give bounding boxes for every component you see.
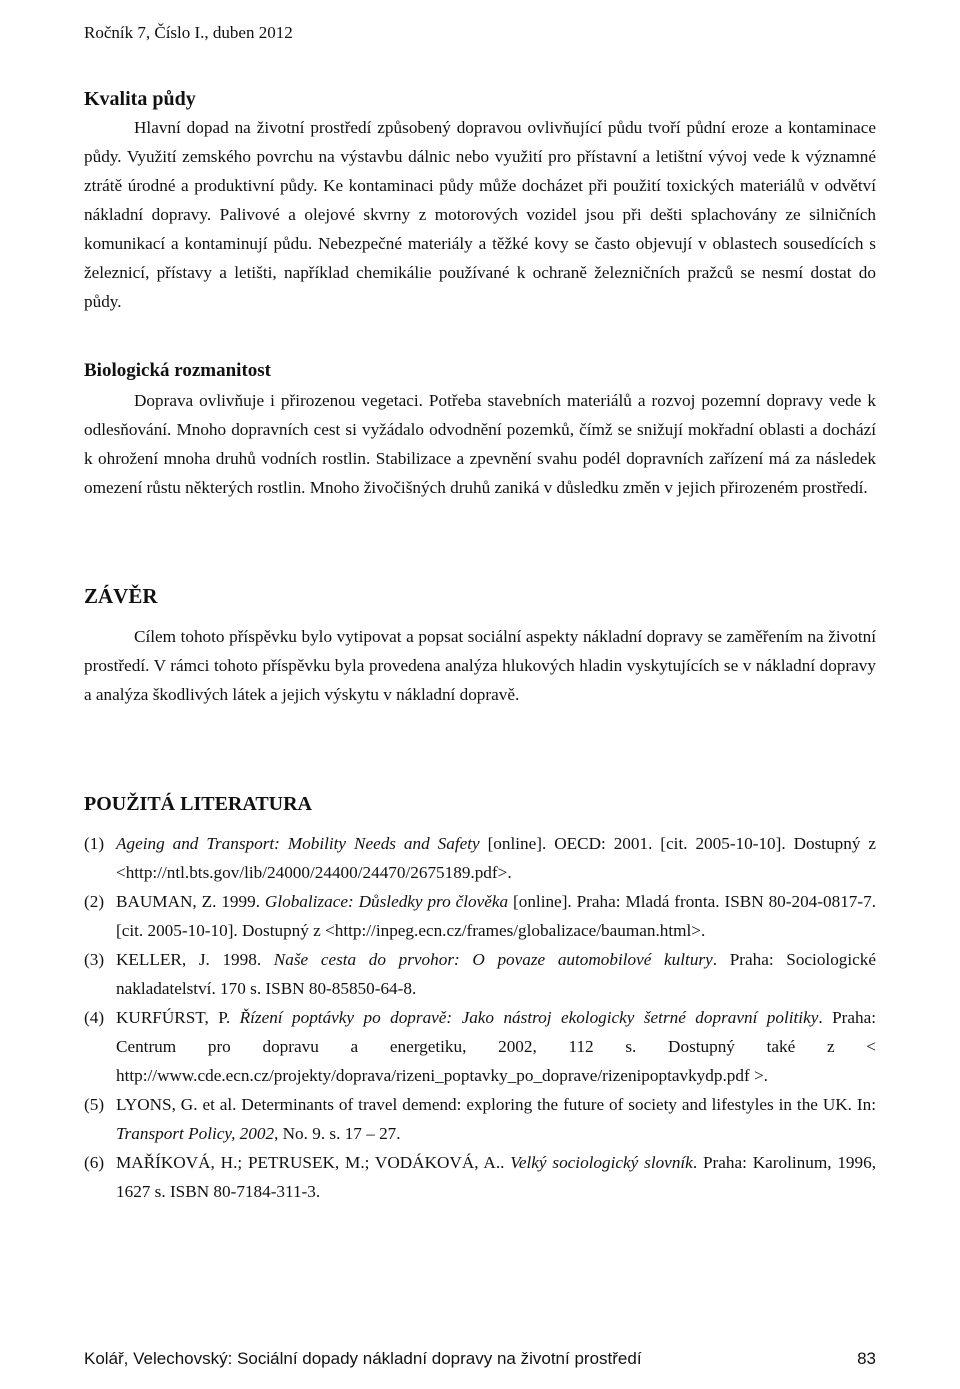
reference-title: Transport Policy, 2002 [116,1124,275,1143]
reference-details: [online]. OECD: 2001. [cit. 2005-10-10]. Dostupný z <http://ntl.bts.gov/lib/24000/24400/24470/2675189.pdf>. [116,834,876,882]
section-heading-biodiversity: Biologická rozmanitost [84,360,272,381]
reference-number: (6) [84,1153,105,1172]
page-number: 83 [857,1349,876,1368]
reference-author: MAŘÍKOVÁ, H.; PETRUSEK, M.; VODÁKOVÁ, A.. [116,1153,511,1172]
reference-author: LYONS, G. et al. Determinants of travel demend: exploring the future of society and lifestyles in the UK. In: [116,1095,876,1114]
reference-details: [online]. Praha: Mladá fronta. ISBN 80-204-0817-7. [cit. 2005-10-10]. Dostupný z <http://inpeg.ecn.cz/frames/globalizace/bauman.html>. [116,892,876,940]
reference-item [84,1003,876,1090]
reference-title: Naše cesta do prvohor: O povaze automobilové kultury [273,950,713,969]
reference-title: Řízení poptávky po dopravě: Jako nástroj ekologicky šetrné dopravní politiky [239,1008,819,1027]
reference-number: (1) [84,834,105,853]
running-head: Ročník 7, Číslo I., duben 2012 [84,23,293,42]
paragraph-conclusion: Cílem tohoto příspěvku bylo vytipovat a popsat sociální aspekty nákladní dopravy se zaměřením na životní prostředí. V rámci tohoto příspěvku byla provedena analýza hlukových hladin vyskytujících se v nákladní dopravy a analýza škodlivých látek a jejich výskytu v nákladní dopravě. [84,627,876,704]
reference-details: . Praha: Centrum pro dopravu a energetiku, 2002, 112 s. Dostupný také z < http://www.cde.ecn.cz/projekty/doprava/rizeni_poptavky_po_doprave/rizenipoptavkydp.pdf >. [116,1008,876,1085]
reference-number: (4) [84,1008,105,1027]
footer-authors-title: Kolář, Velechovský: Sociální dopady nákladní dopravy na životní prostředí [84,1349,642,1368]
reference-item [84,945,876,1003]
reference-details: . Praha: Karolinum, 1996, 1627 s. ISBN 80-7184-311-3. [116,1153,877,1201]
reference-item [84,1148,876,1206]
reference-title: Globalizace: Důsledky pro člověka [264,892,509,911]
reference-author: KURFÚRST, P. [116,1008,240,1027]
paragraph-biodiversity: Doprava ovlivňuje i přirozenou vegetaci. Potřeba stavebních materiálů a rozvoj pozemní dopravy vede k odlesňování. Mnoho dopravních cest si vyžádalo odvodnění pozemků, čímž se snižují mokřadní oblasti a dochází k ohrožení mnoha druhů vodních rostlin. Stabilizace a zpevnění svahu podél dopravních zařízení má za následek omezení růstu některých rostlin. Mnoho živočišných druhů zaniká v důsledku změn v jejich přirozeném prostředí. [84,391,876,497]
reference-details: , No. 9. s. 17 – 27. [274,1124,401,1143]
paragraph-soil: Hlavní dopad na životní prostředí způsobený dopravou ovlivňující půdu tvoří půdní eroze a kontaminace půdy. Využití zemského povrchu na výstavbu dálnic nebo využití pro přístavní a letištní vývoj vede k významné ztrátě úrodné a produktivní půdy. Ke kontaminaci půdy může docházet při použití toxických materiálů v odvětví nákladní dopravy. Palivové a olejové skvrny z motorových vozidel jsou při dešti splachovány ze silničních komunikací a kontaminují půdu. Nebezpečné materiály a těžké kovy se často objevují v oblastech sousedících s železnicí, přístavy a letišti, například chemikálie používané k ochraně železničních pražců se nesmí dostat do půdy. [84,118,876,311]
reference-author: BAUMAN, Z. 1999. [116,892,265,911]
reference-number: (5) [84,1095,105,1114]
reference-item [84,1090,876,1148]
reference-number: (3) [84,950,105,969]
reference-item [84,829,876,887]
page-footer [84,1348,876,1370]
chapter-heading-conclusion: ZÁVĚR [84,584,158,608]
reference-author: KELLER, J. 1998. [116,950,274,969]
reference-number: (2) [84,892,105,911]
section-heading-soil: Kvalita půdy [84,88,196,110]
reference-details: . Praha: Sociologické nakladatelství. 170 s. ISBN 80-85850-64-8. [116,950,877,998]
reference-title: Ageing and Transport: Mobility Needs and Safety [116,834,480,853]
reference-item [84,887,876,945]
reference-title: Velký sociologický slovník [510,1153,693,1172]
reference-list [84,829,876,1206]
chapter-heading-references: POUŽITÁ LITERATURA [84,793,312,815]
